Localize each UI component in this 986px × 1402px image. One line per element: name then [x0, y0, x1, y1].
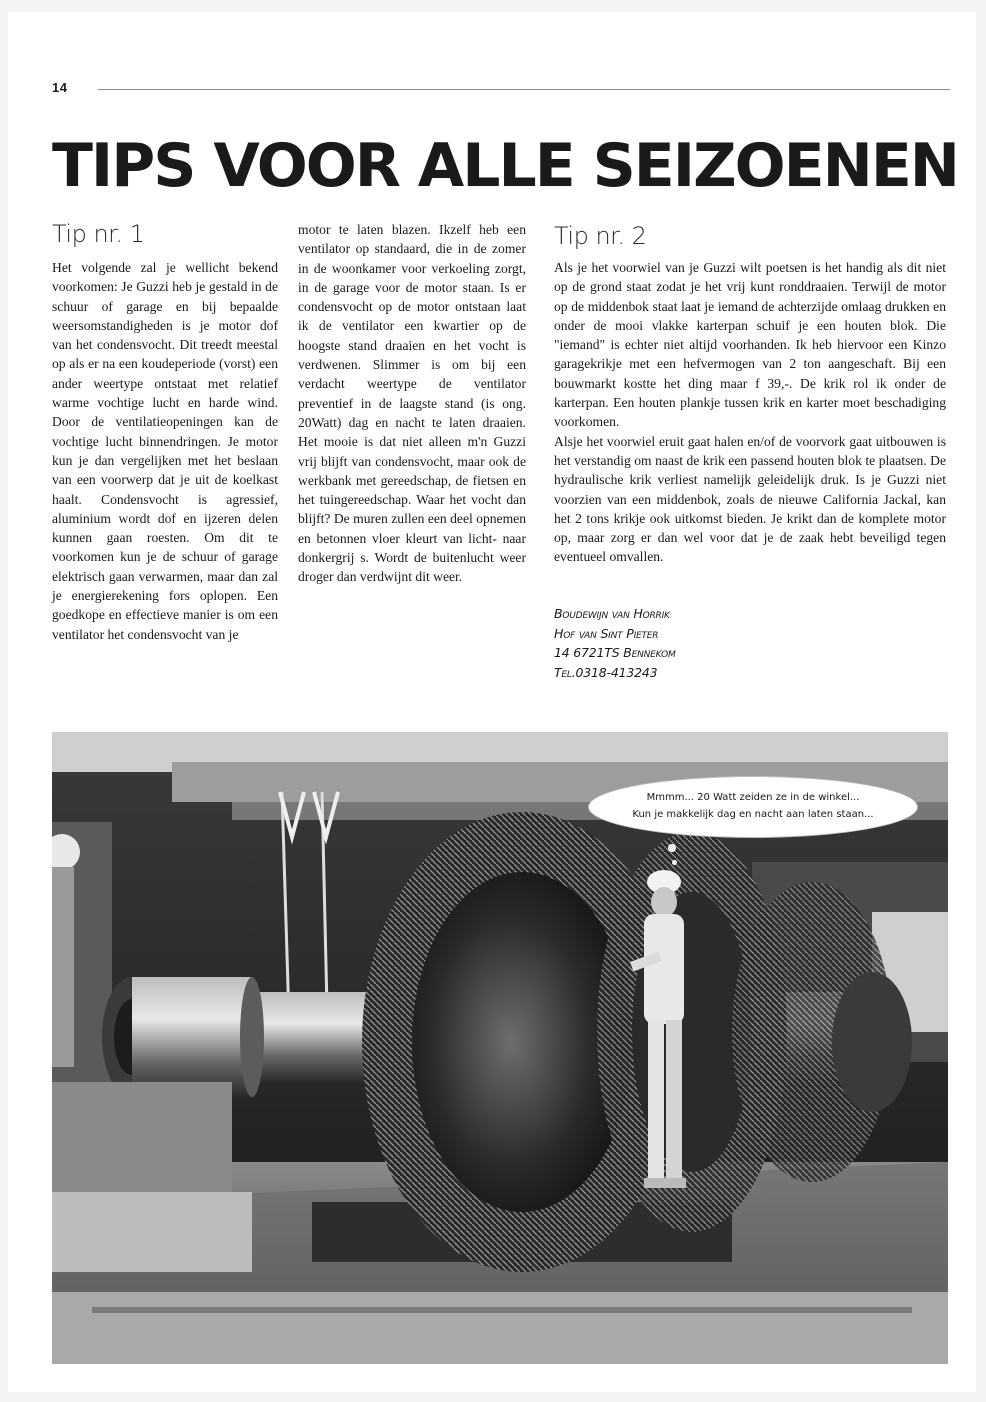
bubble-line-2: Kun je makkelijk dag en nacht aan laten staan...: [632, 809, 874, 820]
author-signature: [554, 604, 676, 682]
author-city: 14 6721TS Bennekom: [554, 645, 676, 660]
tip1-text-part2: motor te laten blazen. Ikzelf heb een ventilator op standaard, die in de zomer in de woonkamer voor verkoeling zorgt, in de garage voor de motor staan. Is er condensvocht op de motor ontstaan laat ik de ventilator een kwartier op de hoogste stand draaien en het vocht is verdwenen. Slimmer is om bij een verdacht weertype de ventilator preventief in de laagste stand (is ong. 20Watt) dag en nacht te laten draaien. Het mooie is dat niet alleen m'n Guzzi vrij blijft van condensvocht, maar ook de werkbank met gereedschap, de fietsen en het tuingereedschap. Waar het vocht dan blijft? De muren zullen een deel opnemen en betonnen vloer kleurt van licht- naar donkergrij s. Wordt de buitenlucht weer droger dan verdwijnt dit weer.: [298, 222, 526, 585]
bubble-line-1: Mmmm... 20 Watt zeiden ze in de winkel...: [646, 792, 860, 803]
header-rule: [98, 89, 950, 90]
author-phone: Tel.0318-413243: [554, 664, 658, 680]
tip1-column-1: [52, 258, 278, 644]
tip2-paragraph-2: Alsje het voorwiel eruit gaat halen en/of de voorvork gaat uitbouwen is het verstandig om naast de krik een passend houten blok te plaatsen. De hydraulische krik verliest namelijk geleidelijk druk. Is je Guzzi niet voorzien van een middenbok, zoals de nieuwe California Jackal, kan het 2 tons krikje ook uitkomst bieden. Je krikt dan de komplete motor op, maar zorg er dan wel voor dat je de zaak hebt beveiligd tegen eventueel omvallen.: [554, 433, 946, 565]
tip1-text-part1: Het volgende zal je wellicht bekend voorkomen: Je Guzzi heb je gestald in de schuur of garage en bij bepaalde weersomstandigheden is je motor dof van het condensvocht. Dit treedt meestal op als er na een koudeperiode (vorst) een ander weertype ontstaat met relatief warme vochtige lucht en harde wind. Door de ventilatieopeningen kan de vochtige lucht binnendringen. Je motor kun je dan vergelijken met het beslaan van een voorwerp dat je uit de koelkast haalt. Condensvocht is agressief, aluminium wordt dof en ijzeren delen kunnen gaan roesten. Om dit te voorkomen kun je de schuur of garage elektrisch gaan verwarmen, maar dan zal je energierekening fors oplopen. Een goedkope en effectieve manier is om een ventilator het condensvocht van je: [52, 260, 278, 642]
author-name: Boudewijn van Horrik: [554, 606, 670, 621]
page-number: 14: [52, 80, 68, 95]
tip1-heading: Tip nr. 1: [52, 220, 145, 248]
tip2-paragraph-1: Als je het voorwiel van je Guzzi wilt poetsen is het handig als dit niet op de grond staat zodat je het vrij kunt ronddraaien. Terwijl de motor op de middenbok staat laat je iemand de achterzijde omlaag drukken en onder de mooi vlakke karterpan schuif je een houten blok. Die "iemand" is echter niet altijd voorhanden. Ik heb hiervoor een Kinzo garagekrikje met een hefvermogen van 2 ton aangeschaft. Bij een bouwmarkt kostte het ding maar f 39,-. De krik rol ik onder de karterpan. Een houten plankje tussen krik en karter moet beschadiging voorkomen.: [554, 260, 946, 430]
speech-bubble: [588, 776, 918, 838]
tip2-heading: Tip nr. 2: [554, 222, 647, 250]
author-street: Hof van Sint Pieter: [554, 625, 659, 641]
tip1-column-2: [298, 220, 526, 587]
bubble-tail-dot: [668, 844, 676, 852]
page-title: TIPS VOOR ALLE SEIZOENEN: [52, 131, 959, 201]
bubble-tail-dot-small: [672, 860, 677, 865]
tip2-column: [554, 258, 946, 567]
